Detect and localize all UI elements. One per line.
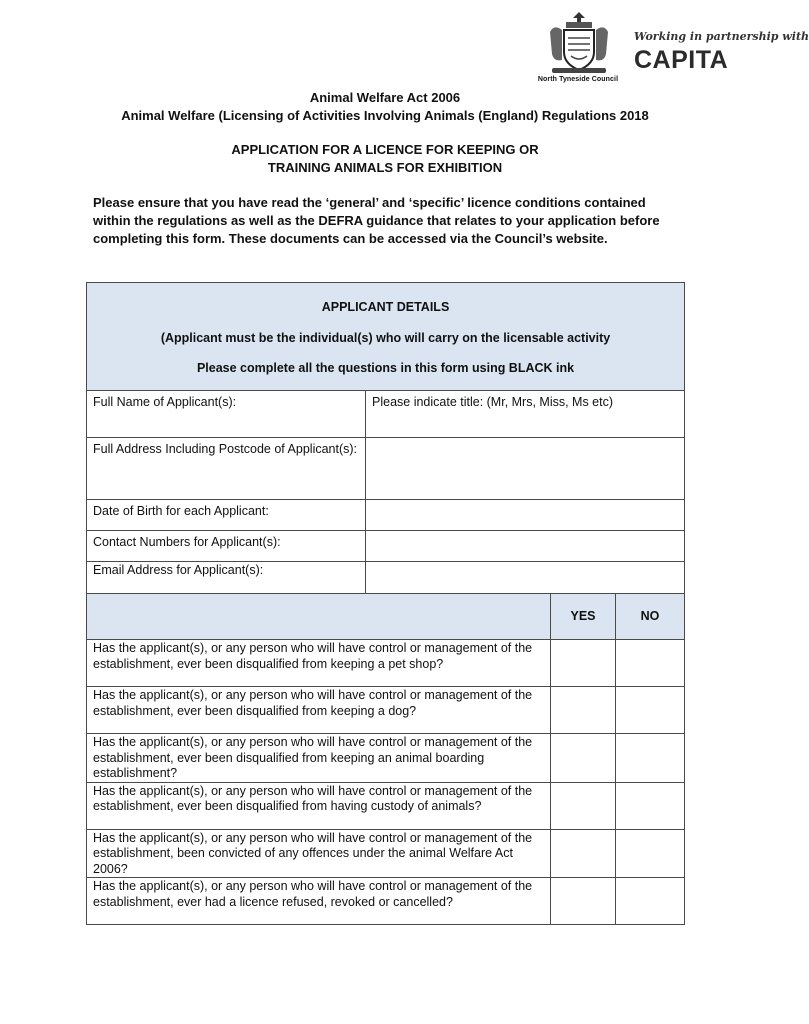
question-5: Has the applicant(s), or any person who will have control or management of the establishment, been convicted of any offences under the animal Welfare Act 2006?	[87, 829, 551, 878]
question-3-no-box[interactable]	[616, 734, 685, 783]
address-label: Full Address Including Postcode of Applicant(s):	[87, 438, 366, 500]
question-5-no-box[interactable]	[616, 829, 685, 878]
applicant-details-header	[87, 283, 685, 391]
section-instruction: Please complete all the questions in this form using BLACK ink	[196, 361, 575, 375]
question-6-yes-box[interactable]	[551, 878, 616, 925]
questions-header-blank	[87, 594, 551, 640]
question-5-yes-box[interactable]	[551, 829, 616, 878]
partner-tagline: Working in partnership with	[634, 30, 809, 43]
question-2: Has the applicant(s), or any person who will have control or management of the establishment, ever been disqualified from keeping a dog?	[87, 687, 551, 734]
question-3: Has the applicant(s), or any person who will have control or management of the establishment, ever been disqualified from keeping an animal boarding establishment?	[87, 734, 551, 783]
full-name-label: Full Name of Applicant(s):	[87, 391, 366, 438]
dob-field[interactable]	[366, 500, 685, 531]
intro-paragraph: Please ensure that you have read the ‘general’ and ‘specific’ licence conditions contained within the regulations as well as the DEFRA guidance that relates to your application before completing this form. These documents can be accessed via the Council’s website.	[93, 195, 660, 246]
regulations-title: Animal Welfare (Licensing of Activities Involving Animals (England) Regulations 2018	[121, 108, 649, 123]
address-field[interactable]	[366, 438, 685, 500]
application-form-table	[86, 282, 685, 925]
partner-logo-text: CAPITA	[634, 46, 729, 74]
title-field[interactable]: Please indicate title: (Mr, Mrs, Miss, Ms etc)	[366, 391, 685, 438]
question-4-yes-box[interactable]	[551, 782, 616, 829]
no-column-header: NO	[616, 594, 685, 640]
question-4-no-box[interactable]	[616, 782, 685, 829]
council-crest-logo	[544, 10, 614, 76]
question-6-no-box[interactable]	[616, 878, 685, 925]
act-title: Animal Welfare Act 2006	[309, 90, 461, 105]
question-3-yes-box[interactable]	[551, 734, 616, 783]
question-6: Has the applicant(s), or any person who will have control or management of the establishment, ever had a licence refused, revoked or cancelled?	[87, 878, 551, 925]
section-heading: APPLICANT DETAILS	[321, 300, 450, 314]
form-title-line-2: TRAINING ANIMALS FOR EXHIBITION	[267, 160, 503, 175]
council-name: North Tyneside Council	[537, 76, 619, 83]
contact-numbers-field[interactable]	[366, 531, 685, 562]
question-1-no-box[interactable]	[616, 640, 685, 687]
dob-label: Date of Birth for each Applicant:	[87, 500, 366, 531]
form-title-line-1: APPLICATION FOR A LICENCE FOR KEEPING OR	[231, 142, 539, 157]
email-label: Email Address for Applicant(s):	[87, 562, 366, 594]
question-1: Has the applicant(s), or any person who will have control or management of the establishment, ever been disqualified from keeping a pet shop?	[87, 640, 551, 687]
contact-numbers-label: Contact Numbers for Applicant(s):	[87, 531, 366, 562]
question-2-yes-box[interactable]	[551, 687, 616, 734]
email-field[interactable]	[366, 562, 685, 594]
question-4: Has the applicant(s), or any person who will have control or management of the establishment, ever been disqualified from having custody of animals?	[87, 782, 551, 829]
question-2-no-box[interactable]	[616, 687, 685, 734]
question-1-yes-box[interactable]	[551, 640, 616, 687]
yes-column-header: YES	[551, 594, 616, 640]
section-subheading: (Applicant must be the individual(s) who will carry on the licensable activity	[160, 330, 611, 345]
